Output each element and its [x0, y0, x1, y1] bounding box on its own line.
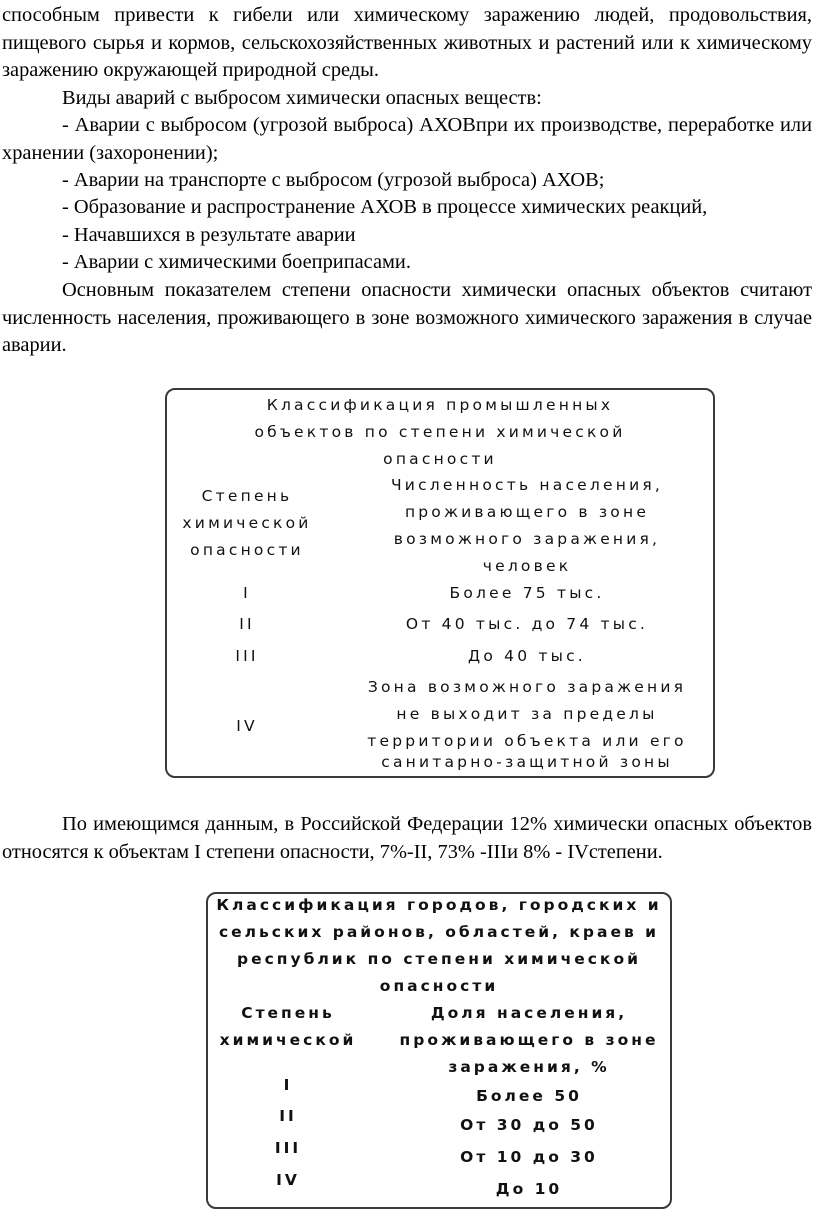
- industrial-objects-classification-table: [165, 388, 715, 778]
- table1-value-iv-line-1: Зона возможного заражения: [367, 678, 687, 696]
- table2-degree-iii: III: [274, 1139, 302, 1157]
- table2-col2-header-1: Доля населения,: [430, 1004, 628, 1022]
- table2-title-line-3: республик по степени химической: [237, 950, 641, 968]
- table1-degree-i: I: [243, 584, 251, 602]
- table1-col1-header-3: опасности: [190, 541, 304, 559]
- table1-col2-header-3: возможного заражения,: [393, 530, 661, 548]
- table1-title-line-3: опасности: [383, 450, 497, 468]
- table2-value-i: Более 50: [476, 1087, 582, 1105]
- table1-col1-header-2: химической: [182, 514, 312, 532]
- list-item-accident-origin: - Начавшихся в результате аварии: [62, 224, 356, 246]
- paragraph-statistics: По имеющимся данным, в Российской Федерации 12% химически опасных объектов относятся к объектам I степени опасности, 7%-II, 73% -IIIи 8% - IVстепени.: [2, 813, 812, 863]
- table2-col1-header-1: Степень: [241, 1004, 335, 1022]
- table1-degree-iii: III: [235, 647, 259, 665]
- table2-col2-header-3: заражения, %: [448, 1058, 610, 1076]
- table2-col2-header-2: проживающего в зоне: [399, 1031, 659, 1049]
- table1-col1-header-1: Степень: [201, 487, 293, 505]
- table1-degree-iv: IV: [236, 717, 258, 735]
- list-item-production: - Аварии с выбросом (угрозой выброса) АХОВпри их производстве, переработке или хранении (захоронении);: [2, 114, 812, 164]
- table2-degree-ii: II: [279, 1107, 297, 1125]
- table1-col2-header-4: человек: [482, 557, 572, 575]
- table2-title-line-4: опасности: [379, 977, 499, 995]
- table2-value-iii: От 10 до 30: [460, 1148, 598, 1166]
- list-item-transport: - Аварии на транспорте с выбросом (угрозой выброса) АХОВ;: [62, 169, 605, 191]
- table1-value-i: Более 75 тыс.: [449, 584, 605, 602]
- regions-classification-table: [206, 892, 672, 1209]
- table2-value-iv: До 10: [495, 1180, 563, 1198]
- table2-col1-header-2: химической: [219, 1031, 357, 1049]
- table1-value-iv-line-2: не выходит за пределы: [396, 705, 658, 723]
- table2-degree-iv: IV: [276, 1171, 300, 1189]
- table2-degree-i: I: [283, 1076, 293, 1094]
- table2-title-line-2: сельских районов, областей, краев и: [218, 923, 660, 941]
- table1-title-line-1: Классификация промышленных: [266, 396, 614, 414]
- table1-title-line-2: объектов по степени химической: [254, 423, 626, 441]
- list-item-chemical-reactions: - Образование и распространение АХОВ в процессе химических реакций,: [62, 196, 708, 218]
- table1-degree-ii: II: [239, 615, 255, 633]
- table1-col2-header-1: Численность населения,: [390, 476, 664, 494]
- paragraph-main-indicator: Основным показателем степени опасности химически опасных объектов считают численность населения, проживающего в зоне возможного химического заражения в случае аварии.: [2, 279, 812, 356]
- paragraph-intro: способным привести к гибели или химическому заражению людей, продовольствия, пищевого сырья и кормов, сельскохозяйственных животных и растений или к химическому заражению окружающей природной среды.: [2, 4, 812, 81]
- table2-title-line-1: Классификация городов, городских и: [216, 896, 662, 914]
- paragraph-accident-types-heading: Виды аварий с выбросом химически опасных веществ:: [62, 87, 542, 109]
- table1-col2-header-2: проживающего в зоне: [404, 503, 650, 521]
- table1-value-iv-line-4: санитарно-защитной зоны: [381, 753, 673, 771]
- list-item-munitions: - Аварии с химическими боеприпасами.: [62, 251, 411, 273]
- table1-value-ii: От 40 тыс. до 74 тыс.: [405, 615, 649, 633]
- table1-value-iii: До 40 тыс.: [468, 647, 586, 665]
- table1-value-iv-line-3: территории объекта или его: [367, 732, 687, 750]
- table2-value-ii: От 30 до 50: [460, 1116, 598, 1134]
